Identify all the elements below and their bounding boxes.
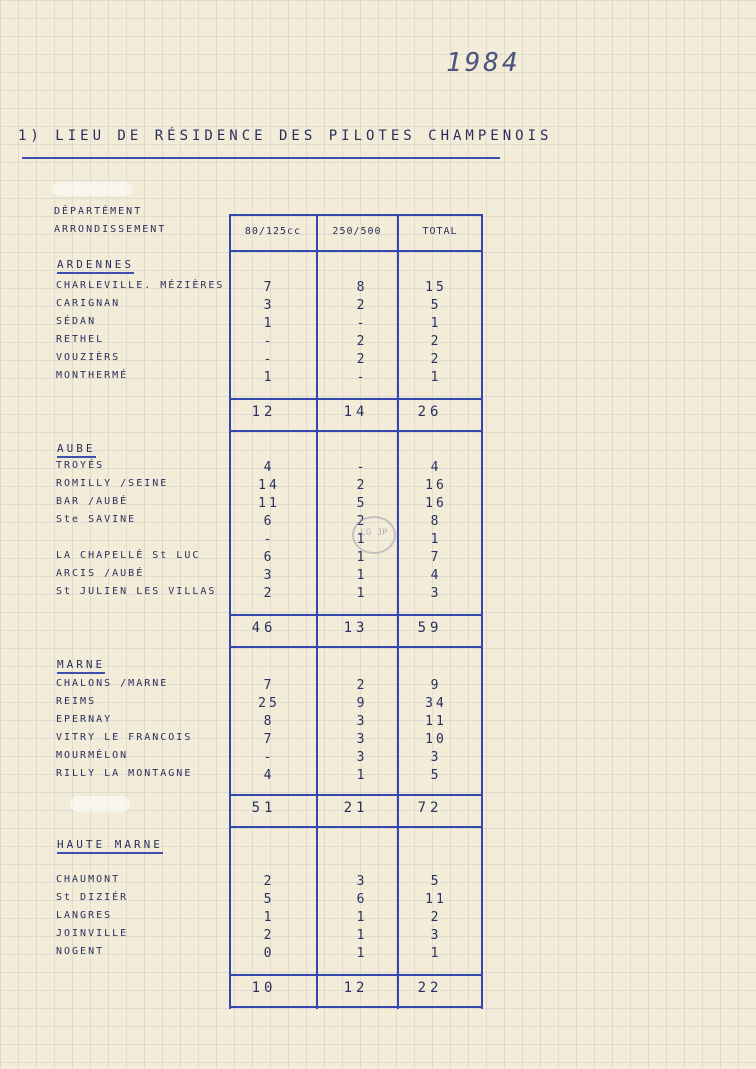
column-header-250-500: 250/500 xyxy=(332,226,382,237)
value-250-500: 1 xyxy=(356,586,368,601)
value-250-500: 2 xyxy=(356,334,368,349)
column-header-80-125: 80/125cc xyxy=(244,226,302,237)
place-name: CARIGNAN xyxy=(56,298,121,309)
department-heading: MARNE xyxy=(57,658,105,674)
place-name: EPERNAY xyxy=(56,714,113,725)
watermark-stamp: LG JP xyxy=(352,516,396,554)
place-name: ROMILLY /SEINE xyxy=(56,478,169,489)
column-header-total: TOTAL xyxy=(422,226,458,237)
place-name: St DIZIÉR xyxy=(56,892,129,903)
subtotal-row xyxy=(0,620,756,640)
value-total: 1 xyxy=(430,316,442,331)
title-underline xyxy=(22,157,500,159)
value-250-500: 3 xyxy=(356,732,368,747)
table-row xyxy=(0,298,756,316)
value-80-125: 3 xyxy=(263,298,275,313)
table-row xyxy=(0,334,756,352)
place-name: VITRY LE FRANCOIS xyxy=(56,732,193,743)
table-header-rule xyxy=(229,250,482,252)
value-250-500: 2 xyxy=(356,298,368,313)
subtotal-total: 72 xyxy=(417,800,443,816)
table-row xyxy=(0,696,756,714)
value-250-500: 1 xyxy=(356,946,368,961)
value-total: 2 xyxy=(430,352,442,367)
value-80-125: 0 xyxy=(263,946,275,961)
value-250-500: 8 xyxy=(356,280,368,295)
value-total: 5 xyxy=(430,874,442,889)
table-row xyxy=(0,892,756,910)
place-name: SÉDAN xyxy=(56,316,97,327)
value-80-125: 4 xyxy=(263,768,275,783)
value-total: 34 xyxy=(425,696,447,711)
value-total: 2 xyxy=(430,334,442,349)
value-total: 9 xyxy=(430,678,442,693)
value-250-500: 9 xyxy=(356,696,368,711)
value-total: 4 xyxy=(430,460,442,475)
value-80-125: 25 xyxy=(258,696,280,711)
value-total: 1 xyxy=(430,532,442,547)
table-row xyxy=(0,352,756,370)
subtotal-rule xyxy=(229,826,482,828)
value-250-500: 1 xyxy=(356,910,368,925)
table-row xyxy=(0,732,756,750)
table-top-border xyxy=(229,214,482,216)
subtotal-80-125: 46 xyxy=(251,620,277,636)
subtotal-row xyxy=(0,404,756,424)
value-250-500: 2 xyxy=(356,478,368,493)
place-name: LANGRES xyxy=(56,910,113,921)
table-row xyxy=(0,750,756,768)
subtotal-rule xyxy=(229,794,482,796)
value-80-125: 8 xyxy=(263,714,275,729)
value-total: 2 xyxy=(430,910,442,925)
value-80-125: 7 xyxy=(263,732,275,747)
value-total: 16 xyxy=(425,478,447,493)
place-name: REIMS xyxy=(56,696,97,707)
subtotal-rule xyxy=(229,1006,482,1008)
value-80-125: 3 xyxy=(263,568,275,583)
value-80-125: 11 xyxy=(258,496,280,511)
subtotal-total: 26 xyxy=(417,404,443,420)
value-80-125: 1 xyxy=(263,370,275,385)
value-250-500: 2 xyxy=(356,514,368,529)
value-total: 5 xyxy=(430,768,442,783)
table-row xyxy=(0,280,756,298)
value-total: 8 xyxy=(430,514,442,529)
value-80-125: 2 xyxy=(263,928,275,943)
value-80-125: 1 xyxy=(263,316,275,331)
subtotal-rule xyxy=(229,614,482,616)
year-annotation: 1984 xyxy=(446,48,521,78)
value-80-125: - xyxy=(263,750,275,765)
table-row xyxy=(0,714,756,732)
table-row xyxy=(0,946,756,964)
subtotal-80-125: 12 xyxy=(251,404,277,420)
table-row xyxy=(0,316,756,334)
place-name: MONTHERMÉ xyxy=(56,370,129,381)
value-80-125: 2 xyxy=(263,874,275,889)
place-name: BAR /AUBÉ xyxy=(56,496,129,507)
value-80-125: - xyxy=(263,334,275,349)
place-name: RETHEL xyxy=(56,334,105,345)
value-250-500: 3 xyxy=(356,750,368,765)
place-name: VOUZIÈRS xyxy=(56,352,121,363)
value-250-500: 6 xyxy=(356,892,368,907)
value-total: 1 xyxy=(430,946,442,961)
subtotal-250-500: 21 xyxy=(343,800,369,816)
value-total: 3 xyxy=(430,928,442,943)
value-250-500: 1 xyxy=(356,928,368,943)
value-total: 3 xyxy=(430,750,442,765)
place-name: RILLY LA MONTAGNE xyxy=(56,768,193,779)
value-80-125: 14 xyxy=(258,478,280,493)
subtotal-rule xyxy=(229,430,482,432)
value-total: 4 xyxy=(430,568,442,583)
header-department-label: DÉPARTÉMENT xyxy=(54,206,143,217)
value-total: 11 xyxy=(425,892,447,907)
table-row xyxy=(0,478,756,496)
value-total: 1 xyxy=(430,370,442,385)
subtotal-rule xyxy=(229,974,482,976)
value-250-500: 3 xyxy=(356,714,368,729)
header-arrondissement-label: ARRONDISSEMENT xyxy=(54,224,167,235)
subtotal-rule xyxy=(229,398,482,400)
table-row xyxy=(0,678,756,696)
value-80-125: 7 xyxy=(263,678,275,693)
table-row xyxy=(0,768,756,786)
value-250-500: 1 xyxy=(356,568,368,583)
value-250-500: - xyxy=(356,316,368,331)
subtotal-row xyxy=(0,800,756,820)
table-row xyxy=(0,496,756,514)
place-name: TROYÉS xyxy=(56,460,105,471)
paper-smudge xyxy=(52,182,132,196)
department-heading: ARDENNES xyxy=(57,258,134,274)
value-total: 11 xyxy=(425,714,447,729)
value-80-125: 5 xyxy=(263,892,275,907)
place-name: CHALONS /MARNE xyxy=(56,678,169,689)
value-250-500: 1 xyxy=(356,550,368,565)
place-name: CHAUMONT xyxy=(56,874,121,885)
value-80-125: 2 xyxy=(263,586,275,601)
subtotal-rule xyxy=(229,646,482,648)
subtotal-80-125: 51 xyxy=(251,800,277,816)
subtotal-250-500: 14 xyxy=(343,404,369,420)
value-80-125: 1 xyxy=(263,910,275,925)
value-80-125: - xyxy=(263,352,275,367)
value-total: 3 xyxy=(430,586,442,601)
subtotal-total: 59 xyxy=(417,620,443,636)
place-name: Ste SAVINE xyxy=(56,514,137,525)
table-row xyxy=(0,460,756,478)
subtotal-250-500: 13 xyxy=(343,620,369,636)
place-name: CHARLEVILLE. MÉZIÈRES xyxy=(56,280,225,291)
value-250-500: 2 xyxy=(356,678,368,693)
place-name: St JULIEN LES VILLAS xyxy=(56,586,217,597)
value-total: 7 xyxy=(430,550,442,565)
value-250-500: 1 xyxy=(356,532,368,547)
value-250-500: - xyxy=(356,370,368,385)
place-name: ARCIS /AUBÉ xyxy=(56,568,145,579)
value-total: 16 xyxy=(425,496,447,511)
subtotal-250-500: 12 xyxy=(343,980,369,996)
value-250-500: 2 xyxy=(356,352,368,367)
table-row xyxy=(0,910,756,928)
page-title: 1) LIEU DE RÉSIDENCE DES PILOTES CHAMPENOIS xyxy=(18,128,553,144)
value-80-125: 4 xyxy=(263,460,275,475)
place-name: NOGENT xyxy=(56,946,105,957)
place-name: LA CHAPELLÉ St LUC xyxy=(56,550,201,561)
value-total: 10 xyxy=(425,732,447,747)
table-row xyxy=(0,874,756,892)
department-heading: AUBE xyxy=(57,442,96,458)
value-total: 5 xyxy=(430,298,442,313)
value-80-125: 6 xyxy=(263,514,275,529)
value-250-500: - xyxy=(356,460,368,475)
table-row xyxy=(0,568,756,586)
value-80-125: 6 xyxy=(263,550,275,565)
table-row xyxy=(0,928,756,946)
place-name: MOURMÉLON xyxy=(56,750,129,761)
subtotal-80-125: 10 xyxy=(251,980,277,996)
value-250-500: 5 xyxy=(356,496,368,511)
table-row xyxy=(0,370,756,388)
department-heading: HAUTE MARNE xyxy=(57,838,163,854)
value-250-500: 3 xyxy=(356,874,368,889)
value-total: 15 xyxy=(425,280,447,295)
value-80-125: - xyxy=(263,532,275,547)
value-80-125: 7 xyxy=(263,280,275,295)
subtotal-row xyxy=(0,980,756,1000)
subtotal-total: 22 xyxy=(417,980,443,996)
table-row xyxy=(0,586,756,604)
place-name: JOINVILLE xyxy=(56,928,129,939)
value-250-500: 1 xyxy=(356,768,368,783)
